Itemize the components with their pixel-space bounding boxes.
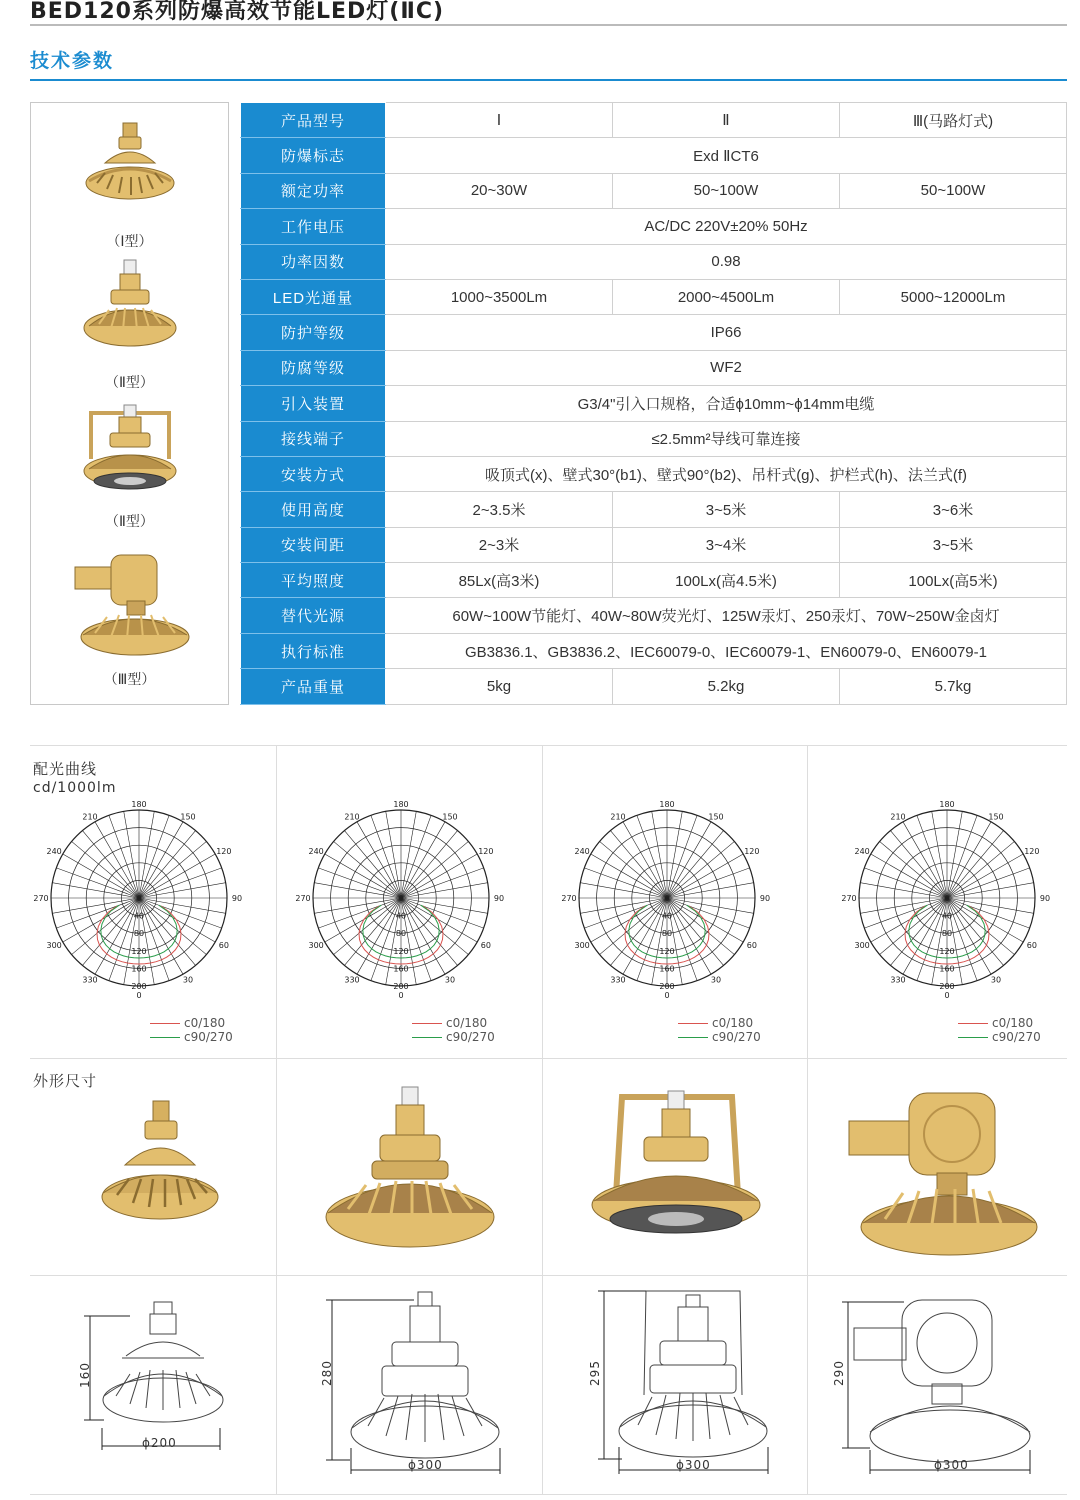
polar-angle-label: 30 bbox=[710, 975, 722, 985]
polar-radial-label: 40 bbox=[395, 911, 407, 921]
legend-swatch bbox=[412, 1037, 442, 1038]
polar-radial-label: 160 bbox=[393, 964, 409, 974]
polar-angle-label: 300 bbox=[854, 941, 870, 950]
grid-line bbox=[30, 1058, 1067, 1059]
spec-value: WF2 bbox=[386, 350, 1067, 385]
spec-value: Ⅲ(马路灯式) bbox=[840, 103, 1067, 138]
polar-radial-label: 80 bbox=[941, 929, 953, 939]
polar-angle-label: 240 bbox=[574, 847, 590, 856]
spec-label: 工作电压 bbox=[241, 209, 386, 244]
polar-radial-label: 40 bbox=[133, 911, 145, 921]
spec-label: 使用高度 bbox=[241, 492, 386, 527]
section-title: 技术参数 bbox=[30, 50, 115, 72]
grid-divider bbox=[807, 745, 808, 1494]
spec-row bbox=[241, 279, 1067, 314]
legend-label: c90/270 bbox=[446, 1030, 495, 1044]
polar-angle-label: 300 bbox=[46, 941, 62, 950]
width-dimension: ϕ300 bbox=[408, 1458, 443, 1472]
polar-angle-label: 150 bbox=[442, 812, 458, 822]
polar-angle-label: 0 bbox=[944, 991, 950, 1000]
legend-label: c90/270 bbox=[184, 1030, 233, 1044]
polar-radial-label: 0 bbox=[398, 894, 404, 903]
spec-row bbox=[241, 386, 1067, 421]
product-type-1 bbox=[31, 117, 228, 251]
polar-angle-label: 60 bbox=[218, 941, 229, 950]
product-type-2 bbox=[31, 258, 228, 392]
polar-angle-label: 120 bbox=[478, 847, 494, 856]
spec-row bbox=[241, 669, 1067, 704]
light-curve-unit: cd/1000lm bbox=[33, 780, 117, 796]
spec-value: 5kg bbox=[386, 669, 613, 704]
section-divider bbox=[30, 79, 1067, 81]
polar-angle-label: 240 bbox=[46, 847, 62, 856]
spec-value: 85Lx(高3米) bbox=[386, 563, 613, 598]
legend-entry bbox=[958, 1016, 1041, 1030]
legend-label: c90/270 bbox=[992, 1030, 1041, 1044]
dimension-drawing-type-2 bbox=[320, 1288, 510, 1478]
lamp-photo-type-1 bbox=[95, 1095, 225, 1245]
spec-value: 3~6米 bbox=[840, 492, 1067, 527]
polar-angle-label: 120 bbox=[216, 847, 232, 856]
spec-value: 5.2kg bbox=[613, 669, 840, 704]
polar-radial-label: 200 bbox=[939, 982, 955, 991]
spec-value: ≤2.5mm²导线可靠连接 bbox=[386, 421, 1067, 456]
polar-angle-label: 180 bbox=[131, 800, 147, 809]
title-divider bbox=[30, 24, 1067, 26]
polar-angle-label: 120 bbox=[1024, 847, 1040, 856]
spec-label: 安装方式 bbox=[241, 456, 386, 491]
grid-line bbox=[30, 1494, 1067, 1495]
lamp-photo-type-3 bbox=[588, 1085, 764, 1255]
spec-label: LED光通量 bbox=[241, 279, 386, 314]
product-type-4 bbox=[31, 551, 228, 689]
spec-value: 20~30W bbox=[386, 173, 613, 208]
polar-angle-label: 0 bbox=[136, 991, 142, 1000]
spec-value: 50~100W bbox=[613, 173, 840, 208]
spec-value: 2~3米 bbox=[386, 527, 613, 562]
polar-angle-label: 60 bbox=[746, 941, 757, 950]
legend-swatch bbox=[150, 1037, 180, 1038]
polar-diagram bbox=[561, 798, 778, 1003]
spec-row bbox=[241, 563, 1067, 598]
spec-value: Exd ⅡCT6 bbox=[386, 138, 1067, 173]
spec-value: Ⅰ bbox=[386, 103, 613, 138]
spec-row bbox=[241, 138, 1067, 173]
width-dimension: ϕ300 bbox=[934, 1458, 969, 1472]
polar-radial-label: 160 bbox=[131, 964, 147, 974]
lamp-type-4-image bbox=[65, 551, 195, 665]
polar-radial-label: 160 bbox=[939, 964, 955, 974]
legend-entry bbox=[150, 1016, 233, 1030]
polar-radial-label: 120 bbox=[659, 946, 675, 956]
polar-angle-label: 270 bbox=[295, 894, 311, 903]
polar-radial-label: 0 bbox=[664, 894, 670, 903]
light-curve-label: 配光曲线 bbox=[33, 760, 98, 778]
product-image-column bbox=[30, 102, 229, 705]
spec-row bbox=[241, 350, 1067, 385]
spec-value: 吸顶式(x)、壁式30°(b1)、壁式90°(b2)、吊杆式(g)、护栏式(h)、法兰式(f) bbox=[386, 456, 1067, 491]
grid-divider bbox=[542, 745, 543, 1494]
polar-angle-label: 210 bbox=[344, 812, 360, 822]
polar-angle-label: 30 bbox=[444, 975, 456, 985]
polar-angle-label: 210 bbox=[890, 812, 906, 822]
legend-entry bbox=[412, 1016, 495, 1030]
polar-angle-label: 270 bbox=[33, 894, 49, 903]
product-type-3 bbox=[31, 399, 228, 531]
spec-table bbox=[240, 102, 1067, 705]
spec-row bbox=[241, 492, 1067, 527]
polar-angle-label: 180 bbox=[393, 800, 409, 809]
spec-value: G3/4"引入口规格，合适ϕ10mm~ϕ14mm电缆 bbox=[386, 386, 1067, 421]
polar-diagram bbox=[33, 798, 250, 1003]
spec-row bbox=[241, 527, 1067, 562]
type-caption: （Ⅲ型） bbox=[103, 672, 156, 688]
legend-swatch bbox=[678, 1037, 708, 1038]
polar-radial-label: 80 bbox=[661, 929, 673, 939]
curve-legend bbox=[958, 1016, 1041, 1044]
lamp-type-2-image bbox=[75, 258, 185, 368]
legend-label: c0/180 bbox=[992, 1016, 1034, 1030]
grid-line bbox=[30, 745, 1067, 746]
curve-legend bbox=[678, 1016, 761, 1044]
polar-angle-label: 330 bbox=[344, 975, 360, 985]
spec-label: 平均照度 bbox=[241, 563, 386, 598]
polar-angle-label: 300 bbox=[308, 941, 324, 950]
polar-angle-label: 0 bbox=[664, 991, 670, 1000]
polar-radial-label: 0 bbox=[136, 894, 142, 903]
polar-angle-label: 30 bbox=[990, 975, 1002, 985]
spec-label: 替代光源 bbox=[241, 598, 386, 633]
type-caption: （Ⅱ型） bbox=[105, 514, 154, 530]
spec-value: 3~5米 bbox=[840, 527, 1067, 562]
spec-value: 5.7kg bbox=[840, 669, 1067, 704]
spec-value: 3~5米 bbox=[613, 492, 840, 527]
polar-angle-label: 300 bbox=[574, 941, 590, 950]
spec-label: 安装间距 bbox=[241, 527, 386, 562]
spec-value: 0.98 bbox=[386, 244, 1067, 279]
polar-radial-label: 40 bbox=[661, 911, 673, 921]
polar-radial-label: 80 bbox=[133, 929, 145, 939]
spec-value: 60W~100W节能灯、40W~80W荧光灯、125W汞灯、250汞灯、70W~250W金卤灯 bbox=[386, 598, 1067, 633]
legend-label: c0/180 bbox=[184, 1016, 226, 1030]
width-dimension: ϕ200 bbox=[142, 1436, 177, 1450]
spec-row bbox=[241, 598, 1067, 633]
legend-entry bbox=[958, 1030, 1041, 1044]
polar-angle-label: 240 bbox=[854, 847, 870, 856]
polar-angle-label: 330 bbox=[890, 975, 906, 985]
spec-value: 2000~4500Lm bbox=[613, 279, 840, 314]
polar-angle-label: 150 bbox=[180, 812, 196, 822]
spec-label: 防护等级 bbox=[241, 315, 386, 350]
polar-angle-label: 180 bbox=[659, 800, 675, 809]
type-caption: （Ⅰ型） bbox=[106, 234, 153, 250]
spec-label: 额定功率 bbox=[241, 173, 386, 208]
legend-swatch bbox=[958, 1023, 988, 1024]
lamp-type-1-image bbox=[75, 117, 185, 227]
polar-angle-label: 150 bbox=[988, 812, 1004, 822]
polar-angle-label: 90 bbox=[493, 894, 505, 903]
spec-row bbox=[241, 315, 1067, 350]
polar-angle-label: 30 bbox=[182, 975, 194, 985]
spec-value: 50~100W bbox=[840, 173, 1067, 208]
legend-label: c0/180 bbox=[446, 1016, 488, 1030]
spec-row bbox=[241, 173, 1067, 208]
polar-radial-label: 200 bbox=[131, 982, 147, 991]
spec-label: 防爆标志 bbox=[241, 138, 386, 173]
legend-swatch bbox=[958, 1037, 988, 1038]
polar-angle-label: 180 bbox=[939, 800, 955, 809]
lamp-type-3-image bbox=[75, 399, 185, 507]
curve-legend bbox=[412, 1016, 495, 1044]
polar-radial-label: 0 bbox=[944, 894, 950, 903]
legend-swatch bbox=[150, 1023, 180, 1024]
grid-divider bbox=[276, 745, 277, 1494]
spec-value: 3~4米 bbox=[613, 527, 840, 562]
polar-angle-label: 90 bbox=[759, 894, 771, 903]
dimension-drawing-type-3 bbox=[588, 1283, 778, 1478]
height-dimension: 280 bbox=[319, 1360, 334, 1386]
polar-radial-label: 120 bbox=[131, 946, 147, 956]
width-dimension: ϕ300 bbox=[676, 1458, 711, 1472]
spec-label: 执行标准 bbox=[241, 633, 386, 668]
polar-radial-label: 200 bbox=[393, 982, 409, 991]
spec-label: 产品重量 bbox=[241, 669, 386, 704]
dimension-drawing-type-4 bbox=[840, 1296, 1040, 1476]
spec-label: 引入装置 bbox=[241, 386, 386, 421]
legend-entry bbox=[412, 1030, 495, 1044]
legend-label: c90/270 bbox=[712, 1030, 761, 1044]
spec-value: GB3836.1、GB3836.2、IEC60079-0、IEC60079-1、EN60079-0、EN60079-1 bbox=[386, 633, 1067, 668]
spec-row bbox=[241, 456, 1067, 491]
page-title: BED120系列防爆高效节能LED灯(ⅡC) bbox=[30, 0, 445, 24]
spec-value: 5000~12000Lm bbox=[840, 279, 1067, 314]
polar-angle-label: 90 bbox=[231, 894, 243, 903]
polar-angle-label: 270 bbox=[561, 894, 577, 903]
lamp-photo-type-2 bbox=[322, 1085, 498, 1260]
polar-angle-label: 330 bbox=[82, 975, 98, 985]
polar-angle-label: 210 bbox=[82, 812, 98, 822]
spec-value: 1000~3500Lm bbox=[386, 279, 613, 314]
legend-entry bbox=[678, 1016, 761, 1030]
height-dimension: 290 bbox=[831, 1360, 846, 1386]
lamp-photo-type-4 bbox=[845, 1085, 1041, 1261]
polar-diagram bbox=[841, 798, 1058, 1003]
legend-entry bbox=[678, 1030, 761, 1044]
spec-value: 100Lx(高4.5米) bbox=[613, 563, 840, 598]
polar-angle-label: 330 bbox=[610, 975, 626, 985]
spec-label: 功率因数 bbox=[241, 244, 386, 279]
polar-radial-label: 40 bbox=[941, 911, 953, 921]
polar-radial-label: 160 bbox=[659, 964, 675, 974]
polar-angle-label: 0 bbox=[398, 991, 404, 1000]
spec-value: AC/DC 220V±20% 50Hz bbox=[386, 209, 1067, 244]
polar-angle-label: 270 bbox=[841, 894, 857, 903]
polar-angle-label: 120 bbox=[744, 847, 760, 856]
height-dimension: 295 bbox=[587, 1360, 602, 1386]
spec-row bbox=[241, 633, 1067, 668]
spec-label: 接线端子 bbox=[241, 421, 386, 456]
spec-row bbox=[241, 209, 1067, 244]
spec-row bbox=[241, 244, 1067, 279]
outline-label: 外形尺寸 bbox=[33, 1072, 98, 1090]
spec-value: Ⅱ bbox=[613, 103, 840, 138]
type-caption: （Ⅱ型） bbox=[105, 375, 154, 391]
legend-swatch bbox=[678, 1023, 708, 1024]
polar-angle-label: 150 bbox=[708, 812, 724, 822]
height-dimension: 160 bbox=[77, 1362, 92, 1388]
polar-angle-label: 240 bbox=[308, 847, 324, 856]
polar-radial-label: 120 bbox=[393, 946, 409, 956]
polar-radial-label: 200 bbox=[659, 982, 675, 991]
polar-radial-label: 120 bbox=[939, 946, 955, 956]
polar-angle-label: 90 bbox=[1039, 894, 1051, 903]
polar-angle-label: 60 bbox=[1026, 941, 1037, 950]
legend-swatch bbox=[412, 1023, 442, 1024]
polar-diagram bbox=[295, 798, 512, 1003]
curve-legend bbox=[150, 1016, 233, 1044]
spec-row bbox=[241, 103, 1067, 138]
spec-value: 2~3.5米 bbox=[386, 492, 613, 527]
polar-angle-label: 60 bbox=[480, 941, 491, 950]
spec-value: IP66 bbox=[386, 315, 1067, 350]
polar-radial-label: 80 bbox=[395, 929, 407, 939]
spec-row bbox=[241, 421, 1067, 456]
spec-value: 100Lx(高5米) bbox=[840, 563, 1067, 598]
polar-angle-label: 210 bbox=[610, 812, 626, 822]
spec-label: 产品型号 bbox=[241, 103, 386, 138]
legend-entry bbox=[150, 1030, 233, 1044]
grid-line bbox=[30, 1275, 1067, 1276]
legend-label: c0/180 bbox=[712, 1016, 754, 1030]
spec-label: 防腐等级 bbox=[241, 350, 386, 385]
